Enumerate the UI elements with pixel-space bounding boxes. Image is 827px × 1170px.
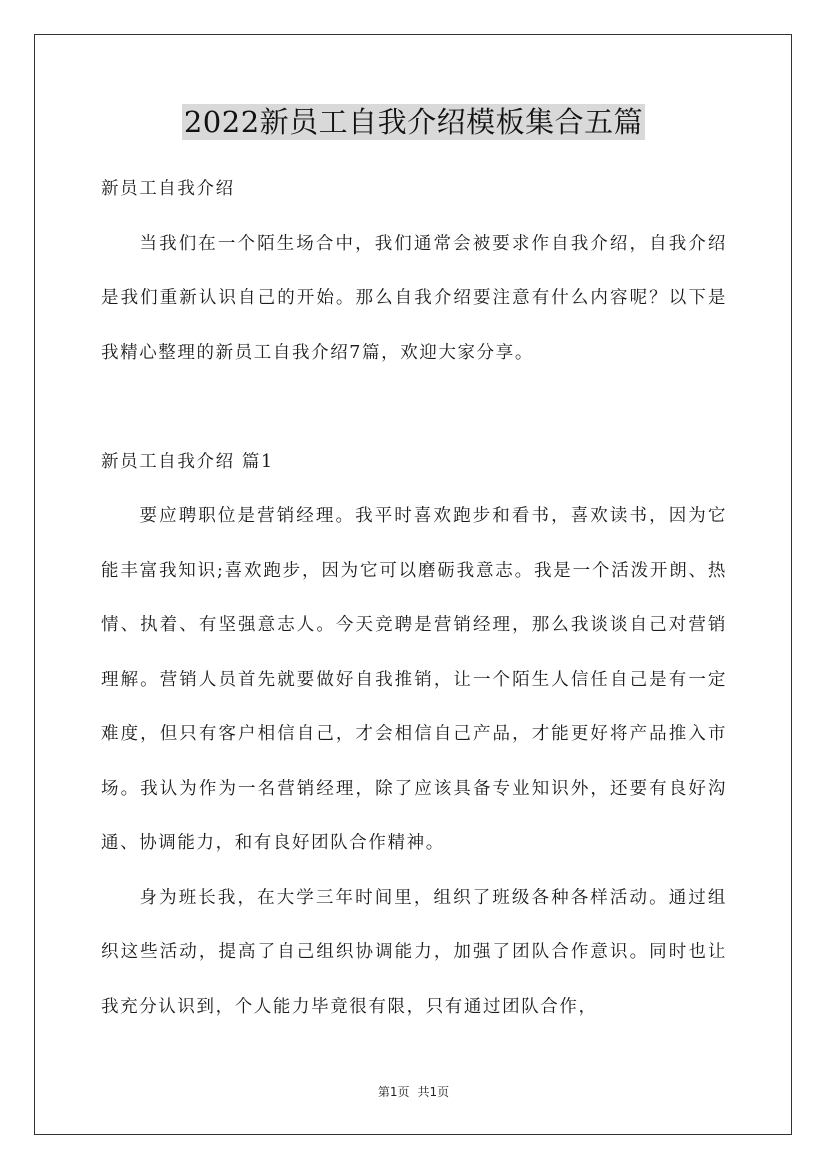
article-paragraph-1: 要应聘职位是营销经理。我平时喜欢跑步和看书，喜欢读书，因为它能丰富我知识;喜欢跑步，因为它可以磨砺我意志。我是一个活泼开朗、热情、执着、有坚强意志人。今天竞聘是营销经理，那么我谈谈自己对营销理解。营销人员首先就要做好自我推销，让一个陌生人信任自己是有一定难度，但只有客户相信自己，才会相信自己产品，才能更好将产品推入市场。我认为作为一名营销经理，除了应该具备专业知识外，还要有良好沟通、协调能力，和有良好团队合作精神。 <box>101 506 727 853</box>
article-heading: 新员工自我介绍 篇1 <box>101 451 274 472</box>
section-heading: 新员工自我介绍 <box>101 179 235 199</box>
document-title: 2022新员工自我介绍模板集合五篇 <box>183 105 644 139</box>
page-total: 共1页 <box>417 1085 450 1099</box>
page-footer <box>0 1083 827 1100</box>
article-paragraph-2: 身为班长我，在大学三年时间里，组织了班级各种各样活动。通过组织这些活动，提高了自己组织协调能力，加强了团队合作意识。同时也让我充分认识到，个人能力毕竟很有限，只有通过团队合作， <box>101 887 727 1017</box>
paragraph-spacer <box>101 380 727 435</box>
title-container <box>0 104 827 140</box>
document-body <box>101 162 727 1034</box>
intro-paragraph: 当我们在一个陌生场合中，我们通常会被要求作自我介绍，自我介绍是我们重新认识自己的开始。那么自我介绍要注意有什么内容呢？以下是我精心整理的新员工自我介绍7篇，欢迎大家分享。 <box>101 233 727 363</box>
page-number: 第1页 <box>377 1085 410 1099</box>
